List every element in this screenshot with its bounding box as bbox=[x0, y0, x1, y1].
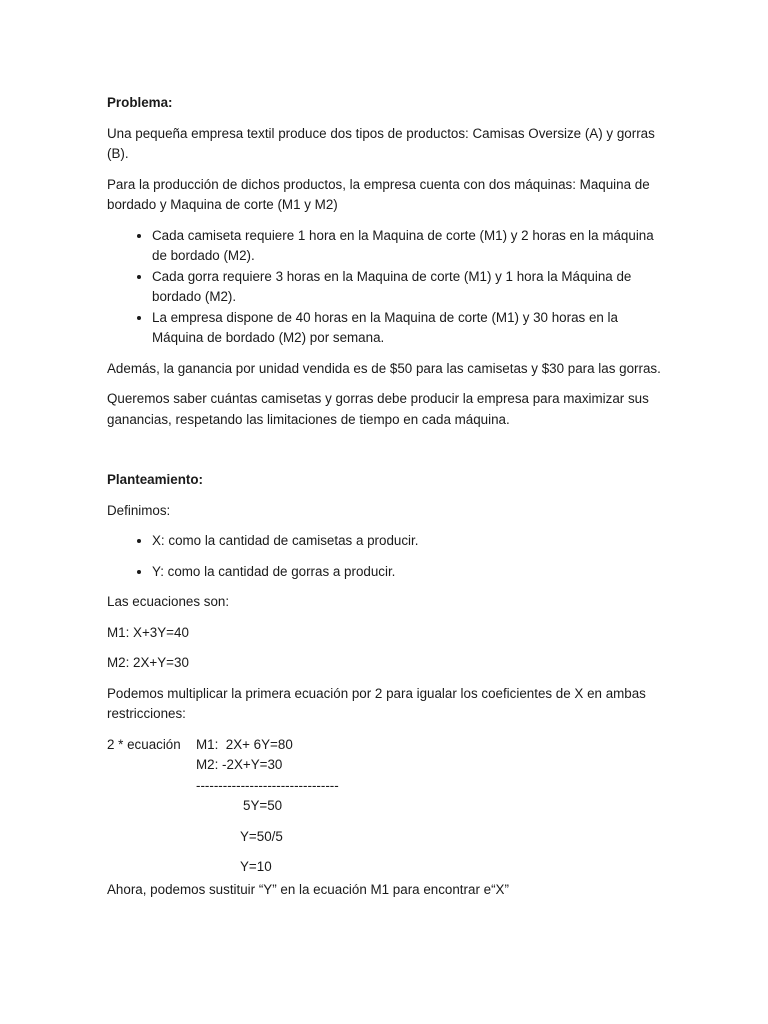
problema-heading: Problema: bbox=[107, 95, 173, 110]
calc-result-3: Y=10 bbox=[240, 859, 272, 874]
list-item: • Cada camiseta requiere 1 hora en la Maquina de corte (M1) y 2 horas en la máquina de bordado (M2). bbox=[152, 226, 668, 267]
calc-divider: -------------------------------- bbox=[196, 777, 339, 793]
sustituir-paragraph: Ahora, podemos sustituir “Y” en la ecuación M1 para encontrar e“X” bbox=[107, 881, 509, 897]
calculation-block bbox=[107, 735, 668, 878]
calc-line-m2: M2: -2X+Y=30 bbox=[196, 757, 283, 772]
calc-line-m1: M1: 2X+ 6Y=80 bbox=[196, 736, 293, 752]
list-item: • La empresa dispone de 40 horas en la Maquina de corte (M1) y 30 horas en la Máquina de bordado (M2) por semana. bbox=[152, 308, 668, 349]
list-item: • X: como la cantidad de camisetas a producir. bbox=[152, 531, 668, 552]
section-spacer bbox=[107, 440, 668, 470]
calculation-label: 2 * ecuación bbox=[107, 736, 181, 752]
list-item: • Y: como la cantidad de gorras a producir. bbox=[152, 562, 668, 583]
calc-result-1: 5Y=50 bbox=[243, 798, 283, 813]
problema-paragraph-3: Además, la ganancia por unidad vendida es de $50 para las camisetas y $30 para las gorras. bbox=[107, 360, 661, 376]
definitions-bullet-list bbox=[107, 531, 668, 582]
definimos-text: Definimos: bbox=[107, 502, 171, 518]
equation-m2: M2: 2X+Y=30 bbox=[107, 655, 189, 670]
problema-paragraph-1: Una pequeña empresa textil produce dos tipos de productos: Camisas Oversize (A) y gorras (B). bbox=[107, 125, 655, 161]
calculation-lines bbox=[196, 735, 668, 878]
equation-m1: M1: X+3Y=40 bbox=[107, 624, 189, 640]
multiplicar-paragraph: Podemos multiplicar la primera ecuación por 2 para igualar los coeficientes de X en ambas restricciones: bbox=[107, 685, 646, 721]
planteamiento-heading: Planteamiento: bbox=[107, 472, 203, 487]
calc-result-2: Y=50/5 bbox=[240, 828, 283, 844]
list-item: • Cada gorra requiere 3 horas en la Maquina de corte (M1) y 1 hora la Máquina de bordado (M2). bbox=[152, 267, 668, 308]
problema-paragraph-2: Para la producción de dichos productos, la empresa cuenta con dos máquinas: Maquina de bordado y Maquina de corte (M1 y M2) bbox=[107, 176, 650, 212]
problema-paragraph-4: Queremos saber cuántas camisetas y gorras debe producir la empresa para maximizar sus ganancias, respetando las limitaciones de tiempo en cada máquina. bbox=[107, 391, 649, 427]
ecuaciones-label: Las ecuaciones son: bbox=[107, 594, 230, 609]
problema-bullet-list bbox=[107, 226, 668, 349]
